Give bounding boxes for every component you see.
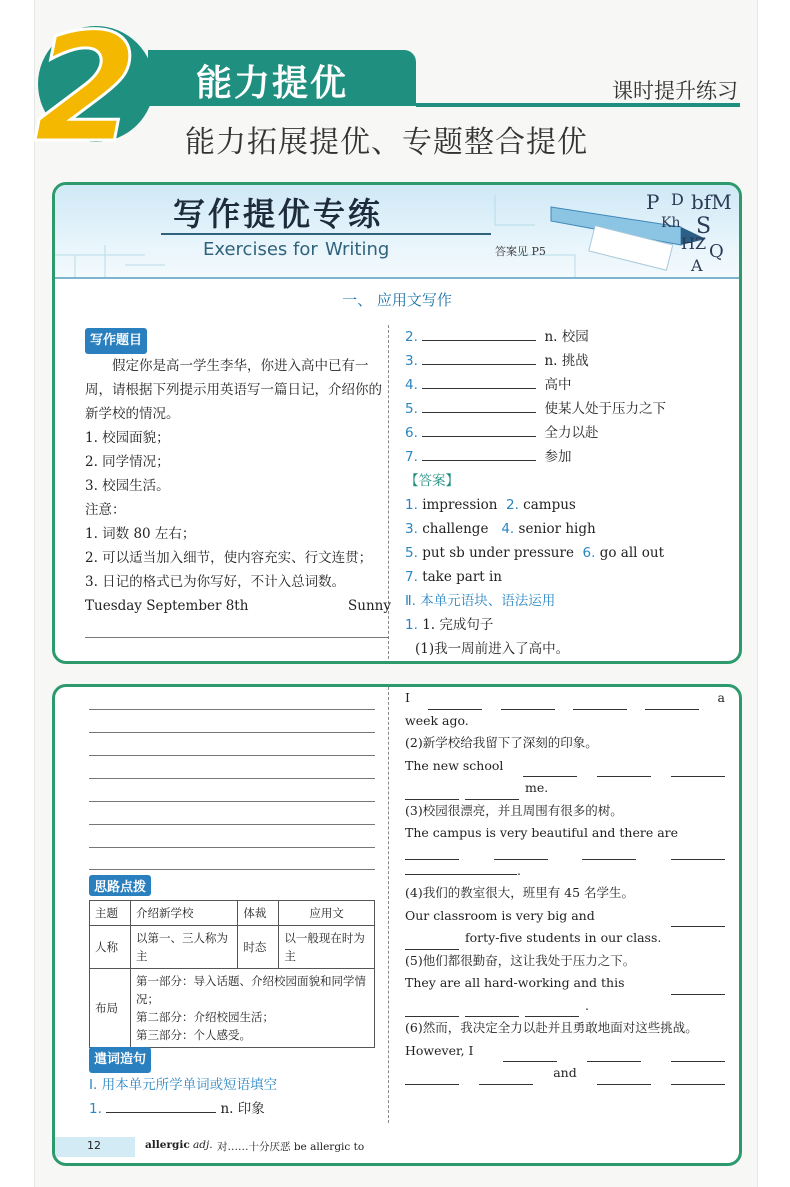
- writing-line[interactable]: [89, 778, 375, 779]
- answer-blank[interactable]: [671, 762, 725, 777]
- task-point: 1. 校园面貌；: [85, 430, 170, 446]
- answer-blank[interactable]: [479, 1070, 533, 1085]
- banner-subtitle-writing: Writing: [325, 239, 390, 260]
- outline-tag: 思路点拨: [89, 875, 151, 896]
- task-point: 2. 同学情况；: [85, 454, 170, 470]
- answer-blank[interactable]: [671, 1070, 725, 1085]
- page-number: 12: [87, 1139, 101, 1152]
- banner-subtitle: Exercises for: [203, 239, 318, 260]
- page-subtitle: 能力拓展提优、专题整合提优: [185, 125, 588, 160]
- writing-panel-top: [52, 182, 742, 664]
- vocab-item: 7. 参加: [405, 445, 725, 469]
- vocab-item: 6. 全力以赴: [405, 421, 725, 445]
- answer-blank[interactable]: [503, 1047, 557, 1062]
- task-note: 2. 可以适当加入细节，使内容充实、行文连贯；: [85, 550, 373, 566]
- diary-weather: Sunny: [348, 598, 391, 614]
- outline-table: 主题 介绍新学校 体裁 应用文 人称 以第一、三人称为主 时态 以一般现在时为主 布局 第一部分：导入话题、介绍校园面貌和同学情况； 第二部分：介绍校园生活； 第三部分：个人感受。: [89, 900, 375, 1048]
- task-prompt: 假定你是高一学生李华，你进入高中已有一周，请根据下列提示用英语写一篇日记，介绍你的新学校的情况。: [85, 358, 382, 422]
- svg-text:S: S: [696, 214, 712, 239]
- answer-blank[interactable]: [405, 845, 459, 860]
- svg-text:A: A: [691, 256, 703, 275]
- answer-blank[interactable]: [525, 1002, 579, 1017]
- writing-line[interactable]: [89, 869, 375, 870]
- answer-line: 3. challenge 4. senior high: [405, 521, 596, 537]
- section-title: 一、 应用文写作: [342, 291, 452, 309]
- grammar-sub: 1. 1. 完成句子: [405, 617, 494, 633]
- vocab-item: 5. 使某人处于压力之下: [405, 397, 725, 421]
- answer-blank[interactable]: [465, 1002, 519, 1017]
- banner-title: 写作提优专练: [173, 195, 384, 233]
- outline-section: [89, 875, 375, 1048]
- writing-task-tag: 写作题目: [85, 328, 147, 354]
- footer-pos: adj.: [193, 1139, 213, 1151]
- answer-blank[interactable]: [501, 695, 555, 710]
- banner-divider: [55, 277, 739, 279]
- answer-blank[interactable]: [405, 785, 459, 800]
- svg-text:bfM: bfM: [691, 190, 732, 214]
- writing-line[interactable]: [89, 732, 375, 733]
- answer-blank[interactable]: [422, 446, 536, 461]
- task-note: 3. 日记的格式已为你写好，不计入总词数。: [85, 574, 346, 590]
- answer-blank[interactable]: [645, 695, 699, 710]
- page-footer: [55, 1133, 739, 1163]
- writing-banner: [55, 185, 739, 277]
- column-divider: [388, 687, 389, 1123]
- grammar-sentence: (1)我一周前进入了高中。: [415, 641, 570, 657]
- diary-date: Tuesday September 8th: [85, 598, 249, 614]
- svg-text:HZ: HZ: [681, 234, 707, 253]
- writing-line[interactable]: [85, 637, 389, 638]
- footer-gloss: 对……十分厌恶 be allergic to: [217, 1141, 365, 1153]
- answer-line: 5. put sb under pressure 6. go all out: [405, 545, 665, 561]
- svg-text:Kh: Kh: [661, 215, 681, 231]
- word-section-heading: Ⅰ. 用本单元所学单词或短语填空: [89, 1077, 278, 1093]
- answer-blank[interactable]: [582, 845, 636, 860]
- writing-task: [85, 328, 391, 618]
- vocab-answers: [405, 325, 725, 661]
- answer-blank[interactable]: [422, 350, 536, 365]
- answer-blank[interactable]: [422, 374, 536, 389]
- vocab-item: 3. n. 挑战: [405, 349, 725, 373]
- answer-blank[interactable]: [428, 695, 482, 710]
- task-point: 3. 校园生活。: [85, 478, 170, 494]
- answer-blank[interactable]: [422, 398, 536, 413]
- answer-line: 7. take part in: [405, 569, 502, 585]
- page-title: 能力提优: [196, 63, 349, 104]
- answer-blank[interactable]: [671, 980, 725, 995]
- vocab-item: 2. n. 校园: [405, 325, 725, 349]
- task-note: 1. 词数 80 左右；: [85, 526, 196, 542]
- word-section: [89, 1047, 379, 1121]
- answer-blank[interactable]: [465, 785, 519, 800]
- answer-blank[interactable]: [422, 326, 536, 341]
- answers-label: 【答案】: [405, 473, 459, 489]
- grammar-heading: Ⅱ. 本单元语块、语法运用: [405, 593, 556, 609]
- answer-blank[interactable]: [573, 695, 627, 710]
- answer-blank[interactable]: [587, 1047, 641, 1062]
- answer-blank[interactable]: [597, 762, 651, 777]
- svg-text:P: P: [646, 190, 660, 214]
- answer-reference: 答案见 P5: [495, 245, 546, 258]
- writing-panel-bottom: [52, 684, 742, 1166]
- answer-line: 1. impression 2. campus: [405, 497, 576, 513]
- vocab-item: 1. n. 印象: [89, 1097, 379, 1121]
- answer-blank[interactable]: [671, 912, 725, 927]
- answer-blank[interactable]: [405, 860, 517, 875]
- svg-text:D: D: [671, 190, 684, 209]
- answer-blank[interactable]: [422, 422, 536, 437]
- answer-blank[interactable]: [106, 1098, 216, 1113]
- writing-line[interactable]: [89, 709, 375, 710]
- word-section-tag: 遣词造句: [89, 1047, 151, 1073]
- svg-text:Q: Q: [709, 241, 724, 262]
- answer-blank[interactable]: [405, 935, 459, 950]
- section-number: 2: [34, 12, 139, 152]
- answer-blank[interactable]: [523, 762, 577, 777]
- sentence-completion: I a week ago. (2)新学校给我留下了深刻的印象。 The new school me. (3)校园很漂亮，并且周围有很多的树。 The campus is very beautiful and there are . (4)我们的教室很大，班里有 45 名学生。 Our classroom is very big and forty-five students in our class. (5)他们都很勤奋，这让我处于压力之下。 They are all hard-working and this . (6)然而，我决定全力以赴并且勇敢地面对这些挑战。 However, I and: [405, 687, 725, 1085]
- answer-blank[interactable]: [405, 1070, 459, 1085]
- writing-line[interactable]: [89, 801, 375, 802]
- answer-blank[interactable]: [671, 1047, 725, 1062]
- notes-label: 注意：: [85, 502, 126, 518]
- writing-line[interactable]: [89, 824, 375, 825]
- writing-line[interactable]: [89, 755, 375, 756]
- answer-blank[interactable]: [597, 1070, 651, 1085]
- pen-letters-illustration: [531, 187, 737, 275]
- footer-word: allergic: [145, 1139, 190, 1151]
- writing-line[interactable]: [89, 847, 375, 848]
- answer-blank[interactable]: [405, 1002, 459, 1017]
- answer-blank[interactable]: [671, 845, 725, 860]
- banner-underline: [161, 233, 491, 235]
- lesson-label: 课时提升练习: [612, 79, 738, 103]
- section-number-badge: [34, 12, 154, 152]
- vocab-item: 4. 高中: [405, 373, 725, 397]
- answer-blank[interactable]: [494, 845, 548, 860]
- diary-header: [85, 594, 391, 618]
